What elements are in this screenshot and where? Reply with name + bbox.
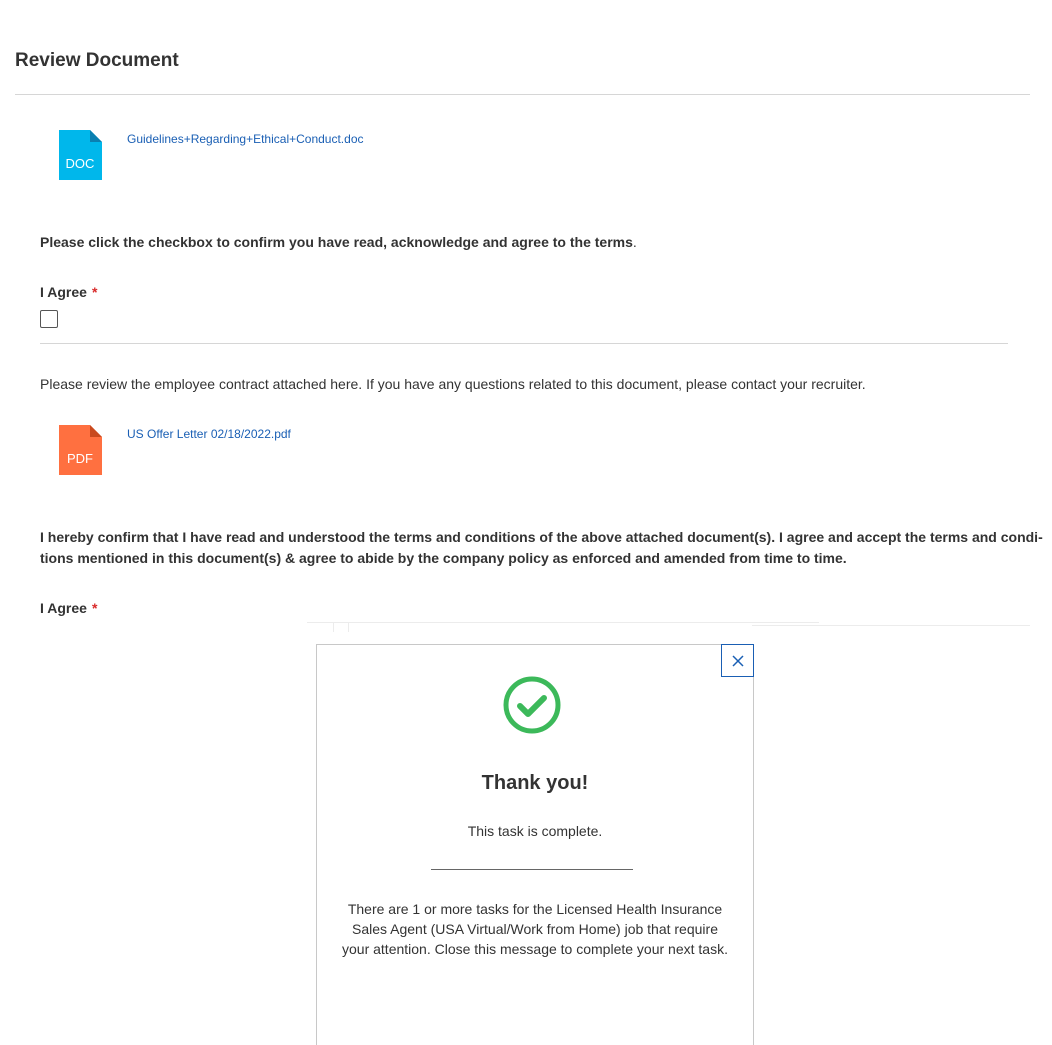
confirmation-line-1: I hereby confirm that I have read and understood the terms and conditions of the above attached document(s). I agree and accept the terms and condi- bbox=[40, 529, 1043, 545]
modal-heading: Thank you! bbox=[481, 772, 589, 794]
section-divider bbox=[40, 343, 1008, 344]
modal-body-text: There are 1 or more tasks for the Licensed Health Insurance Sales Agent (USA Virtual/Work from Home) job that require your attention. Close this message to complete your next task. bbox=[342, 901, 728, 957]
doc-icon-label: DOC bbox=[65, 156, 95, 171]
checkbox-instruction-text: Please click the checkbox to confirm you have read, acknowledge and agree to the terms bbox=[40, 234, 633, 250]
page-title: Review Document bbox=[15, 50, 179, 71]
modal-subtext: This task is complete. bbox=[467, 823, 603, 839]
agree-checkbox[interactable] bbox=[40, 310, 58, 328]
title-divider bbox=[15, 94, 1030, 95]
agree-label-1 bbox=[40, 284, 97, 300]
confirmation-text bbox=[40, 527, 1043, 569]
background-checkbox-edge bbox=[333, 622, 334, 632]
background-divider-right bbox=[752, 625, 1030, 626]
contract-description: Please review the employee contract attached here. If you have any questions related to this document, please contact your recruiter. bbox=[40, 376, 866, 392]
task-complete-modal bbox=[316, 644, 754, 1045]
required-asterisk: * bbox=[91, 600, 98, 616]
background-divider-left bbox=[307, 622, 819, 623]
pdf-file-icon[interactable] bbox=[59, 425, 102, 475]
close-button[interactable] bbox=[721, 644, 754, 677]
agree-label-2 bbox=[40, 600, 97, 616]
close-icon bbox=[732, 655, 744, 667]
check-circle-icon bbox=[502, 675, 562, 735]
required-asterisk: * bbox=[91, 284, 98, 300]
agree-label-text: I Agree bbox=[40, 284, 87, 300]
background-checkbox-edge-2 bbox=[348, 622, 349, 632]
confirmation-line-2: tions mentioned in this document(s) & agree to abide by the company policy as enforced and amended from time to time. bbox=[40, 550, 847, 566]
modal-divider bbox=[431, 869, 633, 870]
pdf-link-offer-letter[interactable]: US Offer Letter 02/18/2022.pdf bbox=[127, 427, 291, 441]
doc-link-guidelines[interactable]: Guidelines+Regarding+Ethical+Conduct.doc bbox=[127, 132, 364, 146]
agree-label-text: I Agree bbox=[40, 600, 87, 616]
checkbox-instruction bbox=[40, 232, 637, 253]
pdf-icon-label: PDF bbox=[67, 451, 93, 466]
doc-file-icon[interactable] bbox=[59, 130, 102, 180]
checkbox-instruction-period: . bbox=[632, 234, 637, 250]
